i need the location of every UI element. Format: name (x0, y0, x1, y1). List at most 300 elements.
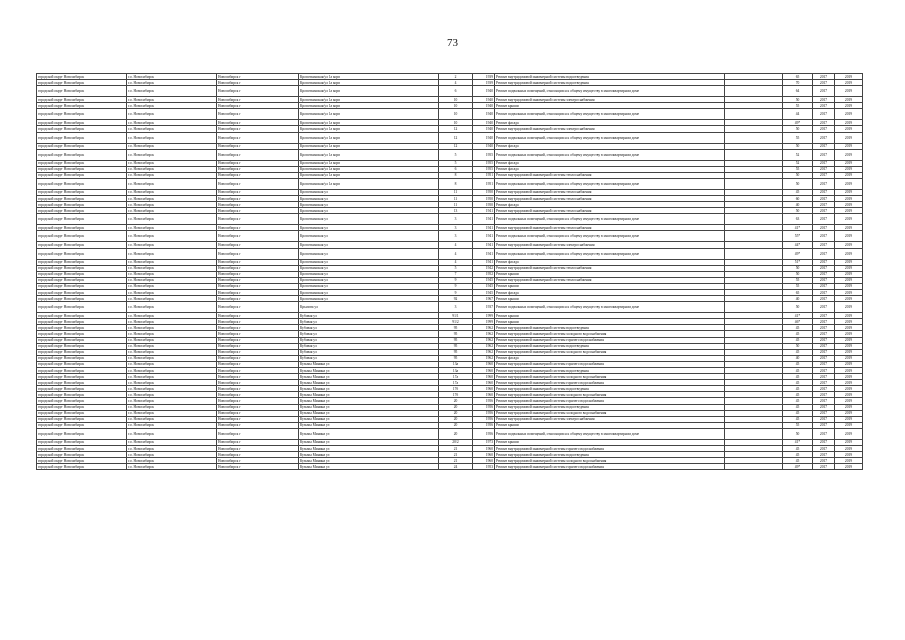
end-year-cell: 2019 (835, 398, 863, 404)
settlement-cell: г.о. Новосибирск (127, 368, 217, 374)
start-year-cell: 2017 (813, 202, 835, 208)
house-number-cell: 3 (439, 231, 473, 242)
locality-cell: Новосибирск г (217, 319, 299, 325)
municipality-cell: городской округ Новосибирск (37, 283, 127, 289)
build-year-cell: 1960 (473, 392, 495, 398)
end-year-cell: 2019 (835, 313, 863, 319)
settlement-cell: г.о. Новосибирск (127, 374, 217, 380)
start-year-cell: 2017 (813, 337, 835, 343)
start-year-cell: 2017 (813, 109, 835, 120)
start-year-cell: 2017 (813, 404, 835, 410)
municipality-cell: городской округ Новосибирск (37, 439, 127, 445)
house-number-cell: 13 (439, 208, 473, 214)
street-cell: Кропоткинская ул (299, 265, 439, 271)
municipality-cell: городской округ Новосибирск (37, 242, 127, 248)
build-year-cell: 1951 (473, 172, 495, 178)
work-type-cell: Ремонт внутридомовой инженерной системы теплоснабжения (495, 208, 725, 214)
end-year-cell: 2019 (835, 277, 863, 283)
wear-percent-cell: 55 (783, 283, 813, 289)
work-type-cell: Ремонт внутридомовой инженерной системы холодного водоснабжения (495, 374, 725, 380)
wear-percent-cell: 50 (783, 271, 813, 277)
street-cell: Кузьмы Минина ул (299, 422, 439, 428)
build-year-cell: 1950 (473, 196, 495, 202)
municipality-cell: городской округ Новосибирск (37, 126, 127, 132)
end-year-cell: 2019 (835, 74, 863, 80)
street-cell: Кропоткинская ул (299, 289, 439, 295)
table-row (37, 149, 863, 160)
build-year-cell: 1999 (473, 319, 495, 325)
street-cell: Кубовая ул (299, 355, 439, 361)
start-year-cell: 2017 (813, 120, 835, 126)
street-cell: Кубовая ул (299, 331, 439, 337)
start-year-cell: 2017 (813, 319, 835, 325)
municipality-cell: городской округ Новосибирск (37, 248, 127, 259)
work-type-cell: Ремонт крыши (495, 283, 725, 289)
start-year-cell: 2017 (813, 189, 835, 195)
settlement-cell: г.о. Новосибирск (127, 214, 217, 225)
street-cell: Кузьмы Минина ул (299, 416, 439, 422)
settlement-cell: г.о. Новосибирск (127, 132, 217, 143)
house-number-cell: 4 (439, 259, 473, 265)
empty-cell (725, 149, 783, 160)
settlement-cell: г.о. Новосибирск (127, 103, 217, 109)
work-type-cell: Ремонт внутридомовой инженерной системы электроснабжения (495, 242, 725, 248)
settlement-cell: г.о. Новосибирск (127, 189, 217, 195)
start-year-cell: 2017 (813, 208, 835, 214)
wear-percent-cell: 44* (783, 242, 813, 248)
municipality-cell: городской округ Новосибирск (37, 374, 127, 380)
build-year-cell: 1939 (473, 80, 495, 86)
municipality-cell: городской округ Новосибирск (37, 464, 127, 470)
locality-cell: Новосибирск г (217, 242, 299, 248)
wear-percent-cell: 50 (783, 143, 813, 149)
municipality-cell: городской округ Новосибирск (37, 259, 127, 265)
build-year-cell: 1962 (473, 355, 495, 361)
street-cell: Кузьмы Минина ул (299, 464, 439, 470)
municipality-cell: городской округ Новосибирск (37, 446, 127, 452)
build-year-cell: 1956 (473, 422, 495, 428)
start-year-cell: 2017 (813, 368, 835, 374)
street-cell: Кропоткинская ул (299, 231, 439, 242)
house-number-cell: 20 (439, 404, 473, 410)
street-cell: Кропоткинская ул (299, 283, 439, 289)
settlement-cell: г.о. Новосибирск (127, 439, 217, 445)
settlement-cell: г.о. Новосибирск (127, 208, 217, 214)
end-year-cell: 2019 (835, 132, 863, 143)
municipality-cell: городской округ Новосибирск (37, 452, 127, 458)
empty-cell (725, 86, 783, 97)
wear-percent-cell: 45 (783, 325, 813, 331)
locality-cell: Новосибирск г (217, 166, 299, 172)
locality-cell: Новосибирск г (217, 302, 299, 313)
locality-cell: Новосибирск г (217, 452, 299, 458)
locality-cell: Новосибирск г (217, 361, 299, 367)
settlement-cell: г.о. Новосибирск (127, 398, 217, 404)
start-year-cell: 2017 (813, 439, 835, 445)
end-year-cell: 2019 (835, 343, 863, 349)
build-year-cell: 1951 (473, 178, 495, 189)
locality-cell: Новосибирск г (217, 446, 299, 452)
build-year-cell: 1960 (473, 458, 495, 464)
start-year-cell: 2017 (813, 143, 835, 149)
settlement-cell: г.о. Новосибирск (127, 271, 217, 277)
wear-percent-cell: 50 (783, 302, 813, 313)
municipality-cell: городской округ Новосибирск (37, 120, 127, 126)
street-cell: Кропоткинская ул (299, 271, 439, 277)
work-type-cell: Ремонт внутридомовой инженерной системы электроснабжения (495, 416, 725, 422)
settlement-cell: г.о. Новосибирск (127, 289, 217, 295)
street-cell: Кропоткинская ул (299, 248, 439, 259)
street-cell: Кропоткинская/ул 1а корп (299, 132, 439, 143)
build-year-cell: 1937 (473, 302, 495, 313)
work-type-cell: Ремонт внутридомовой инженерной системы теплоснабжения (495, 196, 725, 202)
municipality-cell: городской округ Новосибирск (37, 355, 127, 361)
house-number-cell: 4 (439, 248, 473, 259)
build-year-cell: 1941 (473, 242, 495, 248)
start-year-cell: 2017 (813, 302, 835, 313)
street-cell: Кропоткинская ул (299, 225, 439, 231)
settlement-cell: г.о. Новосибирск (127, 331, 217, 337)
locality-cell: Новосибирск г (217, 80, 299, 86)
start-year-cell: 2017 (813, 355, 835, 361)
house-number-cell: 20 (439, 422, 473, 428)
work-type-cell: Ремонт внутридомовой инженерной системы водоотведения (495, 343, 725, 349)
house-number-cell: 6 (439, 166, 473, 172)
house-number-cell: 20 (439, 398, 473, 404)
street-cell: Кропоткинская ул (299, 202, 439, 208)
end-year-cell: 2019 (835, 404, 863, 410)
house-number-cell: 7 (439, 271, 473, 277)
house-number-cell: 20 (439, 428, 473, 439)
start-year-cell: 2017 (813, 242, 835, 248)
street-cell: Кропоткинская ул (299, 196, 439, 202)
house-number-cell: 10 (439, 97, 473, 103)
municipality-cell: городской округ Новосибирск (37, 265, 127, 271)
settlement-cell: г.о. Новосибирск (127, 313, 217, 319)
street-cell: Кузьмы Минина ул (299, 428, 439, 439)
table-row (37, 86, 863, 97)
work-type-cell: Ремонт внутридомовой инженерной системы теплоснабжения (495, 265, 725, 271)
house-number-cell: 21 (439, 452, 473, 458)
municipality-cell: городской округ Новосибирск (37, 103, 127, 109)
municipality-cell: городской округ Новосибирск (37, 277, 127, 283)
street-cell: Кропоткинская/ул 1а корп (299, 143, 439, 149)
house-number-cell: 12 (439, 126, 473, 132)
municipality-cell: городской округ Новосибирск (37, 189, 127, 195)
work-type-cell: Ремонт крыши (495, 296, 725, 302)
end-year-cell: 2019 (835, 189, 863, 195)
settlement-cell: г.о. Новосибирск (127, 149, 217, 160)
wear-percent-cell: 45 (783, 337, 813, 343)
street-cell: Кропоткинская/ул 1а корп (299, 97, 439, 103)
wear-percent-cell: 45 (783, 416, 813, 422)
work-type-cell: Ремонт крыши (495, 422, 725, 428)
end-year-cell: 2019 (835, 325, 863, 331)
municipality-cell: городской округ Новосибирск (37, 214, 127, 225)
work-type-cell: Ремонт внутридомовой инженерной системы водоотведения (495, 386, 725, 392)
house-number-cell: 11 (439, 202, 473, 208)
settlement-cell: г.о. Новосибирск (127, 325, 217, 331)
capital-repair-table (36, 73, 863, 470)
locality-cell: Новосибирск г (217, 283, 299, 289)
municipality-cell: городской округ Новосибирск (37, 458, 127, 464)
build-year-cell: 1956 (473, 398, 495, 404)
settlement-cell: г.о. Новосибирск (127, 80, 217, 86)
build-year-cell: 1956 (473, 404, 495, 410)
end-year-cell: 2019 (835, 178, 863, 189)
work-type-cell: Ремонт крыши (495, 319, 725, 325)
start-year-cell: 2017 (813, 416, 835, 422)
settlement-cell: г.о. Новосибирск (127, 410, 217, 416)
settlement-cell: г.о. Новосибирск (127, 361, 217, 367)
house-number-cell: 95 (439, 355, 473, 361)
start-year-cell: 2017 (813, 380, 835, 386)
start-year-cell: 2017 (813, 271, 835, 277)
locality-cell: Новосибирск г (217, 225, 299, 231)
street-cell: Кубовая ул (299, 319, 439, 325)
street-cell: Кузьмы Минина ул (299, 380, 439, 386)
build-year-cell: 1941 (473, 259, 495, 265)
work-type-cell: Ремонт внутридомовой инженерной системы теплоснабжения (495, 277, 725, 283)
locality-cell: Новосибирск г (217, 355, 299, 361)
settlement-cell: г.о. Новосибирск (127, 248, 217, 259)
empty-cell (725, 109, 783, 120)
build-year-cell: 1956 (473, 410, 495, 416)
settlement-cell: г.о. Новосибирск (127, 242, 217, 248)
work-type-cell: Ремонт подвальных помещений, относящихся к общему имуществу в многоквартирном доме (495, 178, 725, 189)
start-year-cell: 2017 (813, 149, 835, 160)
settlement-cell: г.о. Новосибирск (127, 446, 217, 452)
locality-cell: Новосибирск г (217, 259, 299, 265)
table-row (37, 109, 863, 120)
settlement-cell: г.о. Новосибирск (127, 452, 217, 458)
work-type-cell: Ремонт крыши (495, 439, 725, 445)
house-number-cell: 4 (439, 242, 473, 248)
house-number-cell: 3 (439, 225, 473, 231)
locality-cell: Новосибирск г (217, 74, 299, 80)
build-year-cell: 1962 (473, 331, 495, 337)
house-number-cell: 95 (439, 337, 473, 343)
municipality-cell: городской округ Новосибирск (37, 386, 127, 392)
work-type-cell: Ремонт внутридомовой инженерной системы холодного водоснабжения (495, 392, 725, 398)
settlement-cell: г.о. Новосибирск (127, 143, 217, 149)
municipality-cell: городской округ Новосибирск (37, 428, 127, 439)
work-type-cell: Ремонт внутридомовой инженерной системы водоотведения (495, 325, 725, 331)
end-year-cell: 2019 (835, 143, 863, 149)
wear-percent-cell: 50 (783, 343, 813, 349)
house-number-cell: 17а (439, 374, 473, 380)
wear-percent-cell: 45 (783, 392, 813, 398)
build-year-cell: 1941 (473, 231, 495, 242)
street-cell: Кропоткинская/ул 1а корп (299, 80, 439, 86)
settlement-cell: г.о. Новосибирск (127, 349, 217, 355)
build-year-cell: 1960 (473, 361, 495, 367)
empty-cell (725, 464, 783, 470)
house-number-cell: 21 (439, 458, 473, 464)
wear-percent-cell: 41* (783, 313, 813, 319)
street-cell: Кропоткинская/ул 1а корп (299, 178, 439, 189)
house-number-cell: 91/1 (439, 313, 473, 319)
work-type-cell: Ремонт внутридомовой инженерной системы теплоснабжения (495, 189, 725, 195)
settlement-cell: г.о. Новосибирск (127, 404, 217, 410)
locality-cell: Новосибирск г (217, 189, 299, 195)
house-number-cell: 2 (439, 74, 473, 80)
house-number-cell: 17б (439, 386, 473, 392)
street-cell: Кропоткинская ул (299, 208, 439, 214)
settlement-cell: г.о. Новосибирск (127, 392, 217, 398)
settlement-cell: г.о. Новосибирск (127, 355, 217, 361)
settlement-cell: г.о. Новосибирск (127, 428, 217, 439)
locality-cell: Новосибирск г (217, 97, 299, 103)
empty-cell (725, 214, 783, 225)
start-year-cell: 2017 (813, 231, 835, 242)
street-cell: Крылова ул (299, 302, 439, 313)
empty-cell (725, 248, 783, 259)
wear-percent-cell: 49* (783, 464, 813, 470)
build-year-cell: 1962 (473, 349, 495, 355)
end-year-cell: 2019 (835, 120, 863, 126)
end-year-cell: 2019 (835, 214, 863, 225)
work-type-cell: Ремонт внутридомовой инженерной системы водоотведения (495, 74, 725, 80)
settlement-cell: г.о. Новосибирск (127, 120, 217, 126)
locality-cell: Новосибирск г (217, 271, 299, 277)
locality-cell: Новосибирск г (217, 214, 299, 225)
end-year-cell: 2019 (835, 392, 863, 398)
house-number-cell: 10 (439, 120, 473, 126)
start-year-cell: 2017 (813, 172, 835, 178)
municipality-cell: городской округ Новосибирск (37, 143, 127, 149)
start-year-cell: 2017 (813, 410, 835, 416)
build-year-cell: 1942 (473, 265, 495, 271)
build-year-cell: 1962 (473, 325, 495, 331)
locality-cell: Новосибирск г (217, 439, 299, 445)
build-year-cell: 1962 (473, 337, 495, 343)
wear-percent-cell: 41* (783, 225, 813, 231)
build-year-cell: 1955 (473, 160, 495, 166)
locality-cell: Новосибирск г (217, 208, 299, 214)
locality-cell: Новосибирск г (217, 86, 299, 97)
locality-cell: Новосибирск г (217, 277, 299, 283)
settlement-cell: г.о. Новосибирск (127, 172, 217, 178)
settlement-cell: г.о. Новосибирск (127, 196, 217, 202)
house-number-cell: 12 (439, 132, 473, 143)
wear-percent-cell: 70 (783, 80, 813, 86)
house-number-cell: 5 (439, 160, 473, 166)
wear-percent-cell: 45 (783, 410, 813, 416)
start-year-cell: 2017 (813, 343, 835, 349)
street-cell: Кузьмы Минина ул (299, 439, 439, 445)
street-cell: Кропоткинская/ул 1а корп (299, 126, 439, 132)
end-year-cell: 2019 (835, 86, 863, 97)
wear-percent-cell: 40 (783, 202, 813, 208)
work-type-cell: Ремонт подвальных помещений, относящихся к общему имуществу в многоквартирном доме (495, 109, 725, 120)
wear-percent-cell: 46* (783, 319, 813, 325)
end-year-cell: 2019 (835, 386, 863, 392)
house-number-cell: 13а (439, 361, 473, 367)
build-year-cell: 1950 (473, 189, 495, 195)
work-type-cell: Ремонт внутридомовой инженерной системы горячего водоснабжения (495, 380, 725, 386)
end-year-cell: 2019 (835, 458, 863, 464)
end-year-cell: 2019 (835, 109, 863, 120)
end-year-cell: 2019 (835, 410, 863, 416)
start-year-cell: 2017 (813, 398, 835, 404)
start-year-cell: 2017 (813, 296, 835, 302)
start-year-cell: 2017 (813, 446, 835, 452)
work-type-cell: Ремонт крыши (495, 103, 725, 109)
build-year-cell: 1940 (473, 97, 495, 103)
end-year-cell: 2019 (835, 202, 863, 208)
wear-percent-cell: 50 (783, 172, 813, 178)
locality-cell: Новосибирск г (217, 109, 299, 120)
house-number-cell: 4 (439, 80, 473, 86)
locality-cell: Новосибирск г (217, 428, 299, 439)
locality-cell: Новосибирск г (217, 392, 299, 398)
locality-cell: Новосибирск г (217, 120, 299, 126)
locality-cell: Новосибирск г (217, 343, 299, 349)
settlement-cell: г.о. Новосибирск (127, 464, 217, 470)
municipality-cell: городской округ Новосибирск (37, 289, 127, 295)
locality-cell: Новосибирск г (217, 289, 299, 295)
house-number-cell: 10 (439, 109, 473, 120)
municipality-cell: городской округ Новосибирск (37, 178, 127, 189)
end-year-cell: 2019 (835, 248, 863, 259)
municipality-cell: городской округ Новосибирск (37, 313, 127, 319)
municipality-cell: городской округ Новосибирск (37, 231, 127, 242)
end-year-cell: 2019 (835, 172, 863, 178)
work-type-cell: Ремонт фасада (495, 259, 725, 265)
municipality-cell: городской округ Новосибирск (37, 422, 127, 428)
build-year-cell: 1955 (473, 149, 495, 160)
municipality-cell: городской округ Новосибирск (37, 416, 127, 422)
street-cell: Кропоткинская/ул 1а корп (299, 160, 439, 166)
municipality-cell: городской округ Новосибирск (37, 368, 127, 374)
street-cell: Кузьмы Минина ул (299, 446, 439, 452)
settlement-cell: г.о. Новосибирск (127, 74, 217, 80)
street-cell: Кропоткинская ул (299, 296, 439, 302)
start-year-cell: 2017 (813, 452, 835, 458)
house-number-cell: 10 (439, 103, 473, 109)
end-year-cell: 2019 (835, 208, 863, 214)
build-year-cell: 1945 (473, 283, 495, 289)
build-year-cell: 1940 (473, 132, 495, 143)
locality-cell: Новосибирск г (217, 313, 299, 319)
start-year-cell: 2017 (813, 374, 835, 380)
table-row (37, 464, 863, 470)
start-year-cell: 2017 (813, 126, 835, 132)
municipality-cell: городской округ Новосибирск (37, 331, 127, 337)
work-type-cell: Ремонт внутридомовой инженерной системы горячего водоснабжения (495, 337, 725, 343)
work-type-cell: Ремонт внутридомовой инженерной системы холодного водоснабжения (495, 349, 725, 355)
wear-percent-cell: 45 (783, 368, 813, 374)
work-type-cell: Ремонт фасада (495, 143, 725, 149)
street-cell: Кропоткинская/ул 1а корп (299, 166, 439, 172)
build-year-cell: 1939 (473, 74, 495, 80)
wear-percent-cell: 45 (783, 458, 813, 464)
wear-percent-cell: 55 (783, 132, 813, 143)
locality-cell: Новосибирск г (217, 178, 299, 189)
end-year-cell: 2019 (835, 337, 863, 343)
wear-percent-cell: 63 (783, 214, 813, 225)
start-year-cell: 2017 (813, 283, 835, 289)
build-year-cell: 1940 (473, 86, 495, 97)
build-year-cell: 1952 (473, 271, 495, 277)
street-cell: Кубовая ул (299, 343, 439, 349)
municipality-cell: городской округ Новосибирск (37, 160, 127, 166)
work-type-cell: Ремонт внутридомовой инженерной системы горячего водоснабжения (495, 398, 725, 404)
end-year-cell: 2019 (835, 319, 863, 325)
house-number-cell: 11 (439, 189, 473, 195)
work-type-cell: Ремонт подвальных помещений, относящихся к общему имуществу в многоквартирном доме (495, 214, 725, 225)
